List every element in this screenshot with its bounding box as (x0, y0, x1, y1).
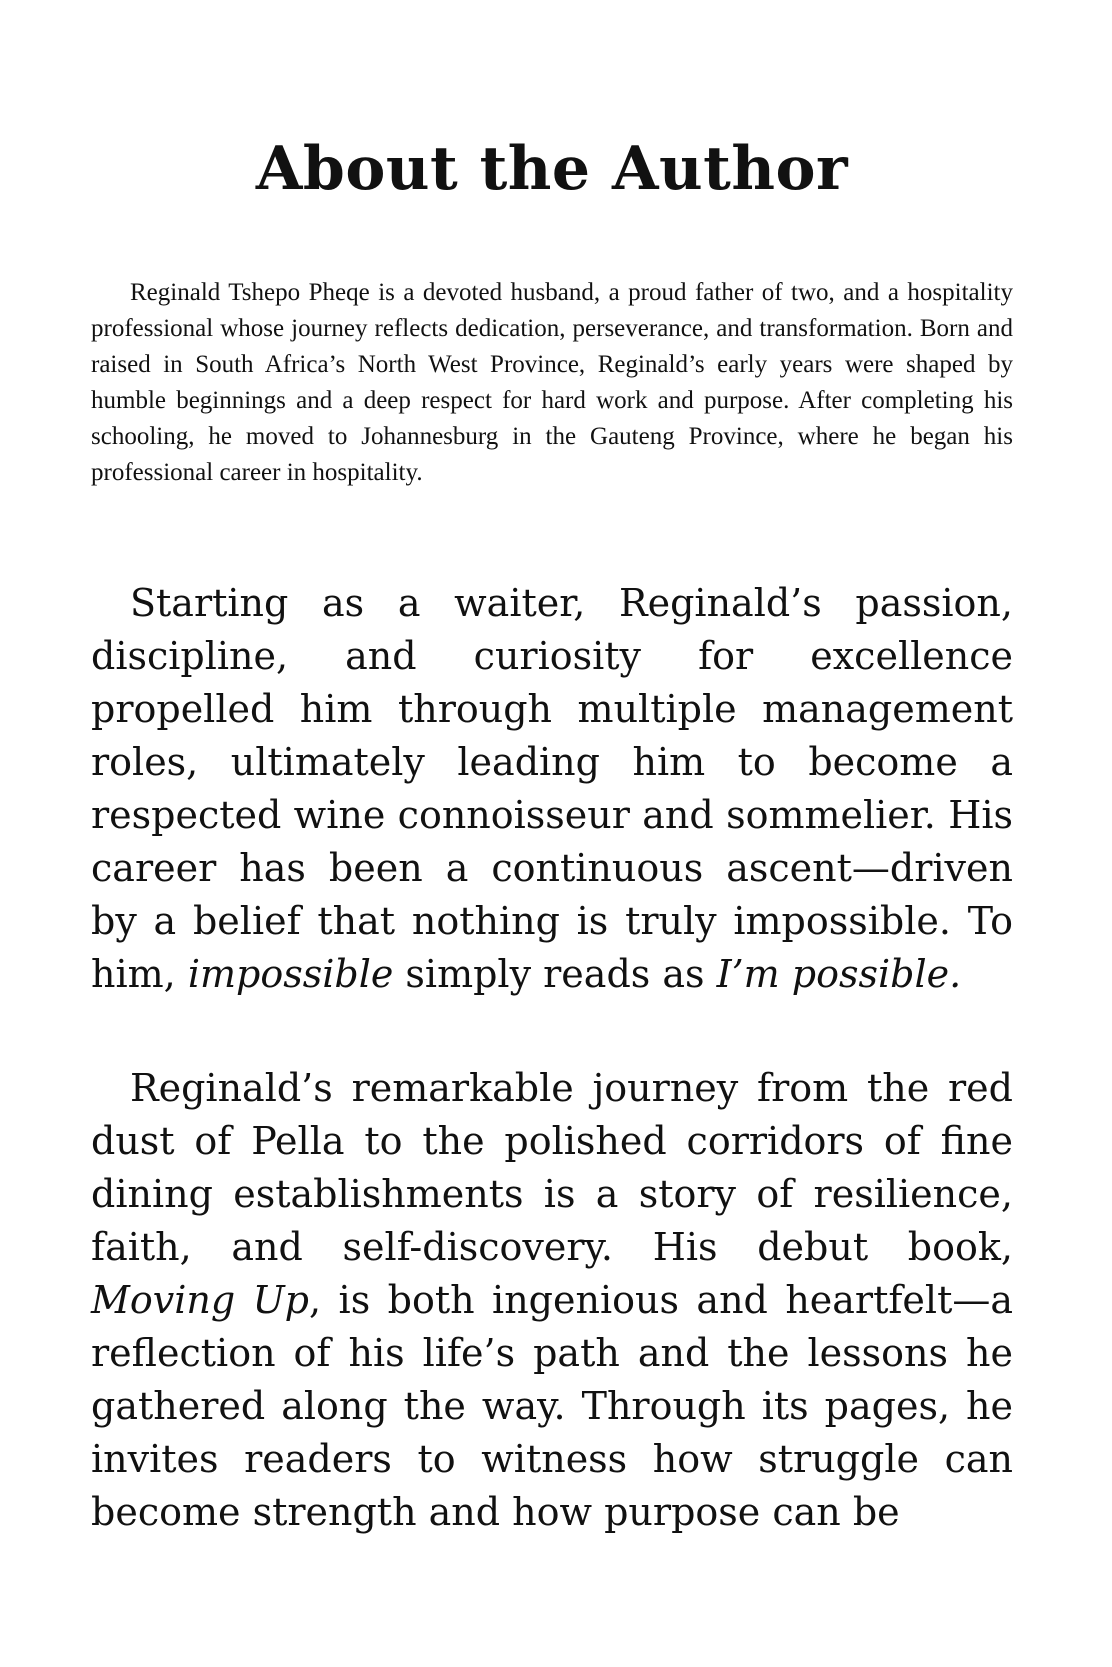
page-title: About the Author (255, 134, 849, 204)
journey-text-1: Reginald’s remarkable journey from the red dust of Pella to the polished corridors of fine dining establishments is a story of resilience, faith, and self-discovery. His debut book, (91, 1066, 1013, 1269)
im-possible-emphasis: I’m possible. (716, 952, 962, 996)
journey-text-2: , is both ingenious and heartfelt—a reflection of his life’s path and the lessons he gathered along the way. Through its pages, he invites readers to witness how struggle can become strength and how purpose can be (91, 1278, 1013, 1534)
intro-paragraph: Reginald Tshepo Pheqe is a devoted husband, a proud father of two, and a hospitality professional whose journey reflects dedication, perseverance, and transformation. Born and raised in South Africa’s North West Province, Reginald’s early years were shaped by humble beginnings and a deep respect for hard work and purpose. After completing his schooling, he moved to Johannesburg in the Gauteng Province, where he began his professional career in hospitality. (91, 279, 1013, 486)
book-title-emphasis: Moving Up (91, 1278, 310, 1322)
career-text-2: simply reads as (393, 952, 717, 996)
journey-paragraph (91, 1062, 1013, 1539)
career-paragraph (91, 577, 1013, 1001)
impossible-emphasis: impossible (187, 952, 394, 996)
book-page (91, 0, 1013, 1667)
career-text-1: Starting as a waiter, Reginald’s passion, discipline, and curiosity for excellence propelled him through multiple management roles, ultimately leading him to become a respected wine connoisseur and sommelier. His career has been a continuous ascent—driven by a belief that nothing is truly impossible. To him, (91, 581, 1013, 996)
